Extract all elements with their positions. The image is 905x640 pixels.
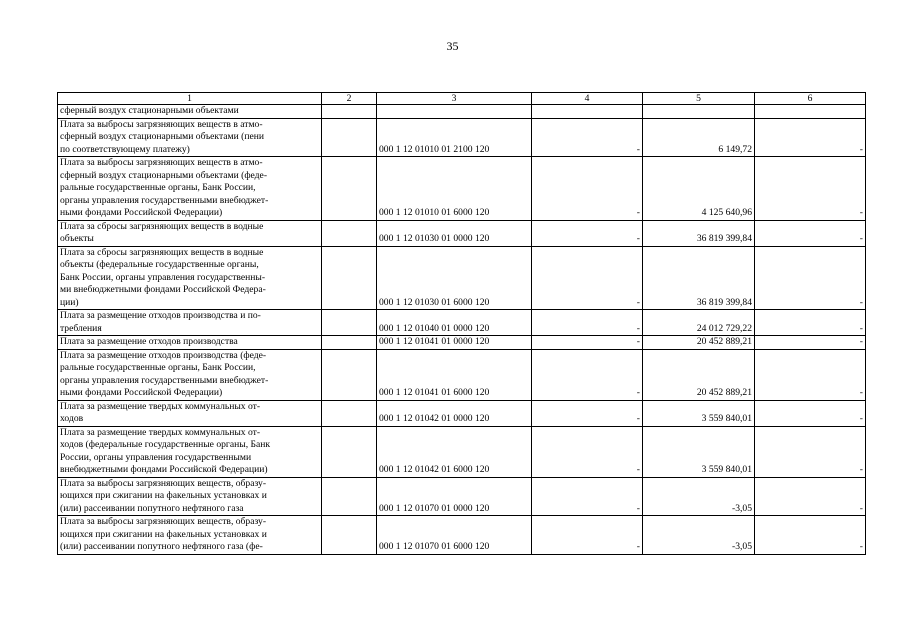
row-col2-cell [322, 105, 377, 119]
row-col6-cell: - [755, 426, 866, 477]
row-col2-cell [322, 246, 377, 310]
row-col4-cell: - [532, 310, 643, 336]
row-col6-cell: - [755, 349, 866, 400]
row-col2-cell [322, 400, 377, 426]
row-col4-cell [532, 105, 643, 119]
row-code-cell: 000 1 12 01010 01 2100 120 [377, 118, 532, 157]
row-name-line: ми внебюджетными фондами Российской Федера- [60, 284, 266, 295]
row-code-cell: 000 1 12 01010 01 6000 120 [377, 157, 532, 221]
table-row [58, 516, 866, 555]
row-amount-cell: 4 125 640,96 [643, 157, 755, 221]
row-code-cell: 000 1 12 01070 01 6000 120 [377, 516, 532, 555]
row-col6-cell [755, 105, 866, 119]
row-col4-cell: - [532, 349, 643, 400]
row-col4-cell: - [532, 118, 643, 157]
row-name-line: Плата за размещение твердых коммунальных от- [60, 400, 261, 412]
row-col2-cell [322, 336, 377, 350]
row-name-line: ции) [60, 296, 79, 308]
row-amount-cell [643, 105, 755, 119]
row-col6-cell: - [755, 336, 866, 350]
row-name-line: Плата за выбросы загрязняющих веществ в атмо- [60, 157, 263, 168]
header-cell-1: 1 [58, 93, 322, 105]
row-col2-cell [322, 220, 377, 246]
row-amount-cell: 6 149,72 [643, 118, 755, 157]
row-name-line: органы управления государственными внебюджет- [60, 194, 269, 206]
row-name-line: ральные государственные органы, Банк России, [60, 182, 256, 193]
table-row [58, 426, 866, 477]
row-col4-cell: - [532, 336, 643, 350]
row-name-line: ными фондами Российской Федерации) [60, 207, 223, 218]
row-name-line: Плата за размещение отходов производства (феде- [60, 349, 267, 361]
table-row [58, 246, 866, 310]
table-row [58, 349, 866, 400]
row-name-cell [58, 349, 322, 400]
row-col6-cell: - [755, 310, 866, 336]
row-code-cell: 000 1 12 01040 01 0000 120 [377, 310, 532, 336]
row-name-cell [58, 157, 322, 221]
row-col6-cell: - [755, 246, 866, 310]
row-name-line: требления [60, 322, 102, 334]
row-name-line: Плата за выбросы загрязняющих веществ в атмо- [60, 118, 263, 130]
row-name-line: по соответствующему платежу) [60, 143, 190, 155]
row-col6-cell: - [755, 220, 866, 246]
row-name-cell [58, 336, 322, 350]
row-code-cell: 000 1 12 01041 01 0000 120 [377, 336, 532, 350]
row-amount-cell: -3,05 [643, 477, 755, 516]
row-name-line: ющихся при сжигании на факельных установках и [60, 528, 267, 540]
row-name-cell [58, 118, 322, 157]
row-name-line: объекты [60, 233, 94, 244]
row-name-line: ходов (федеральные государственные органы, Банк [60, 439, 271, 450]
table-row [58, 220, 866, 246]
row-col6-cell: - [755, 157, 866, 221]
row-name-line: Плата за размещение твердых коммунальных от- [60, 426, 261, 438]
row-name-line: Плата за выбросы загрязняющих веществ, образу- [60, 477, 267, 489]
row-col4-cell: - [532, 220, 643, 246]
row-col2-cell [322, 477, 377, 516]
row-amount-cell: -3,05 [643, 516, 755, 555]
table-row [58, 477, 866, 516]
row-col2-cell [322, 310, 377, 336]
row-col4-cell: - [532, 246, 643, 310]
table-row [58, 118, 866, 157]
row-code-cell: 000 1 12 01042 01 0000 120 [377, 400, 532, 426]
row-name-line: России, органы управления государственными [60, 451, 252, 463]
table-row [58, 336, 866, 350]
row-col6-cell: - [755, 516, 866, 555]
row-name-line: (или) рассеивании попутного нефтяного газа (фе- [60, 541, 263, 552]
row-col2-cell [322, 118, 377, 157]
row-col6-cell: - [755, 400, 866, 426]
page-number: 35 [446, 39, 459, 53]
row-col2-cell [322, 516, 377, 555]
row-code-cell: 000 1 12 01030 01 0000 120 [377, 220, 532, 246]
row-col4-cell: - [532, 400, 643, 426]
row-name-cell [58, 477, 322, 516]
row-name-cell [58, 220, 322, 246]
row-name-cell [58, 400, 322, 426]
header-cell-2: 2 [322, 93, 377, 105]
row-name-line: ющихся при сжигании на факельных установках и [60, 490, 267, 501]
row-name-line: Плата за сбросы загрязняющих веществ в водные [60, 246, 264, 258]
row-amount-cell: 24 012 729,22 [643, 310, 755, 336]
row-name-line: органы управления государственными внебюджет- [60, 374, 269, 386]
row-code-cell: 000 1 12 01030 01 6000 120 [377, 246, 532, 310]
row-col6-cell: - [755, 118, 866, 157]
row-col2-cell [322, 349, 377, 400]
row-code-cell [377, 105, 532, 119]
row-amount-cell: 20 452 889,21 [643, 349, 755, 400]
row-name-line: Плата за размещение отходов производства и по- [60, 310, 261, 321]
row-amount-cell: 20 452 889,21 [643, 336, 755, 350]
row-name-line: сферный воздух стационарными объектами (феде- [60, 169, 268, 181]
header-cell-6: 6 [755, 93, 866, 105]
row-name-line: (или) рассеивании попутного нефтяного газа [60, 502, 244, 514]
table-row [58, 310, 866, 336]
row-amount-cell: 36 819 399,84 [643, 246, 755, 310]
row-col4-cell: - [532, 516, 643, 555]
table-header-row [58, 93, 866, 105]
row-name-cell [58, 105, 322, 119]
row-name-line: сферный воздух стационарными объектами [60, 105, 239, 116]
row-col6-cell: - [755, 477, 866, 516]
header-cell-5: 5 [643, 93, 755, 105]
row-name-line: Банк России, органы управления государственны- [60, 271, 266, 283]
row-name-line: Плата за выбросы загрязняющих веществ, образу- [60, 516, 267, 527]
row-name-line: ходов [60, 413, 84, 424]
row-name-line: Плата за размещение отходов производства [60, 336, 238, 347]
row-amount-cell: 3 559 840,01 [643, 400, 755, 426]
table-row [58, 400, 866, 426]
row-name-cell [58, 516, 322, 555]
row-name-cell [58, 246, 322, 310]
row-name-line: объекты (федеральные государственные органы, [60, 259, 259, 270]
row-col2-cell [322, 426, 377, 477]
row-name-cell [58, 310, 322, 336]
header-cell-3: 3 [377, 93, 532, 105]
row-name-line: сферный воздух стационарными объектами (пени [60, 131, 264, 142]
row-code-cell: 000 1 12 01042 01 6000 120 [377, 426, 532, 477]
row-name-line: ральные государственные органы, Банк России, [60, 362, 256, 373]
row-amount-cell: 3 559 840,01 [643, 426, 755, 477]
table-row [58, 105, 866, 119]
row-col4-cell: - [532, 477, 643, 516]
table-body [58, 93, 866, 555]
row-name-line: внебюджетными фондами Российской Федерации) [60, 464, 268, 475]
row-col4-cell: - [532, 426, 643, 477]
row-col2-cell [322, 157, 377, 221]
row-amount-cell: 36 819 399,84 [643, 220, 755, 246]
row-code-cell: 000 1 12 01041 01 6000 120 [377, 349, 532, 400]
row-name-line: ными фондами Российской Федерации) [60, 387, 223, 398]
row-col4-cell: - [532, 157, 643, 221]
row-name-line: Плата за сбросы загрязняющих веществ в водные [60, 220, 264, 232]
table-row [58, 157, 866, 221]
budget-table [57, 92, 866, 555]
row-code-cell: 000 1 12 01070 01 0000 120 [377, 477, 532, 516]
row-name-cell [58, 426, 322, 477]
header-cell-4: 4 [532, 93, 643, 105]
